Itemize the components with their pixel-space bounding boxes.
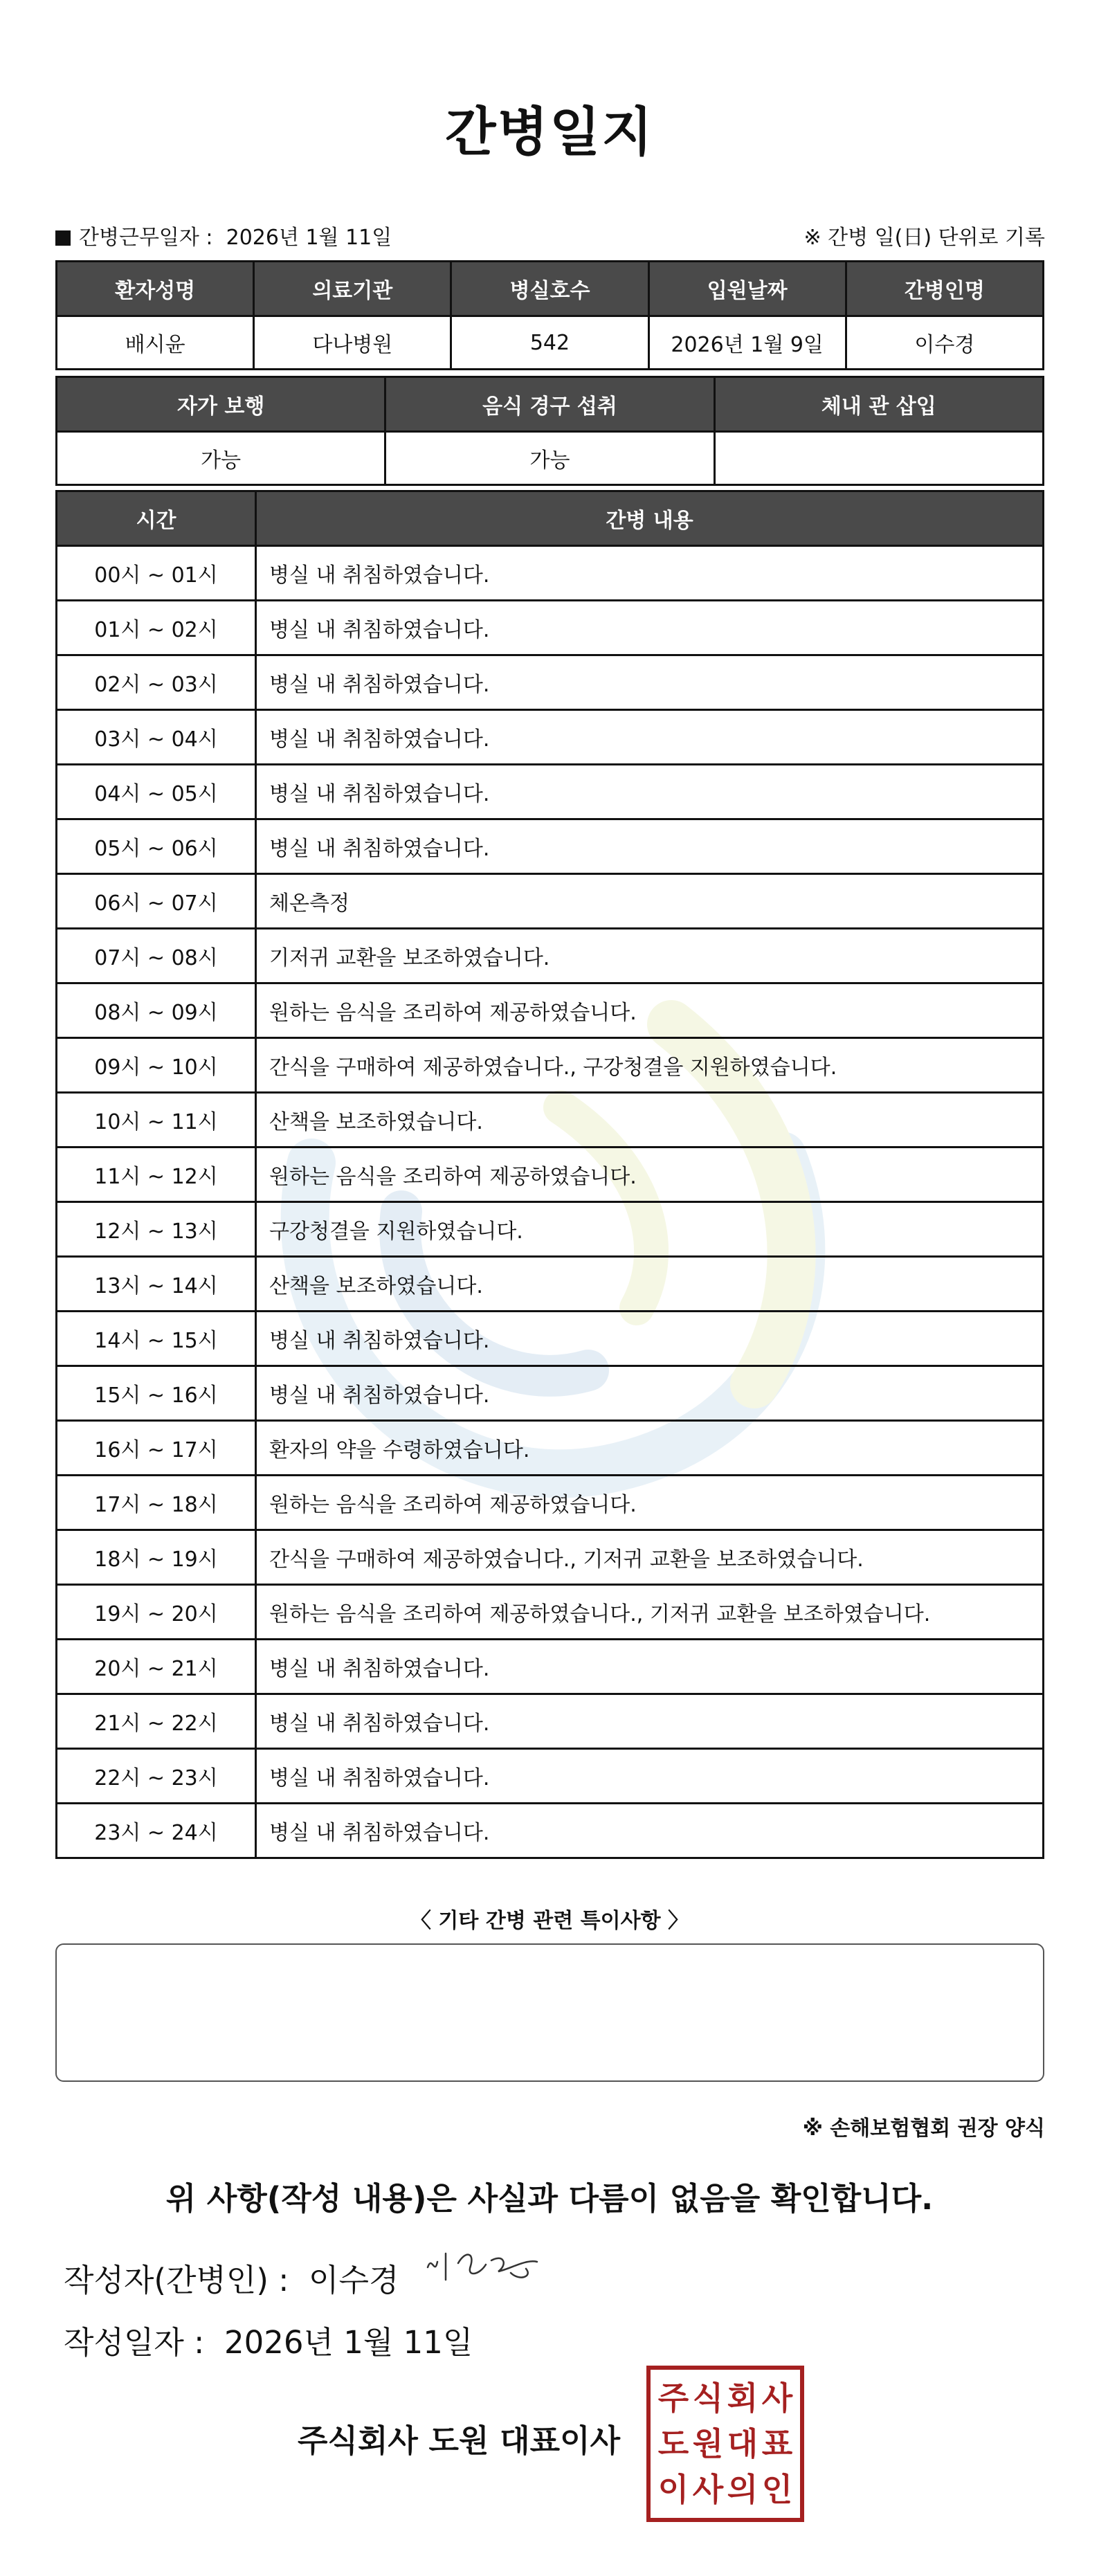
time-cell: 00시 ~ 01시	[57, 546, 256, 601]
extra-notes-box	[55, 1943, 1044, 2082]
seal-character: 인	[761, 2471, 793, 2508]
time-cell: 07시 ~ 08시	[57, 929, 256, 983]
care-log-table	[55, 490, 1044, 1859]
header-hospital: 의료기관	[254, 262, 451, 316]
table-row	[57, 1038, 1044, 1093]
table-row	[57, 655, 1044, 710]
table-row	[57, 983, 1044, 1038]
patient-info-table	[55, 260, 1044, 370]
written-date-line	[64, 2317, 473, 2362]
time-cell: 18시 ~ 19시	[57, 1530, 256, 1585]
time-cell: 22시 ~ 23시	[57, 1749, 256, 1804]
table-row	[57, 1312, 1044, 1366]
table-row	[57, 1421, 1044, 1476]
table-row	[57, 819, 1044, 874]
content-cell: 병실 내 취침하였습니다.	[256, 1366, 1044, 1421]
table-row	[57, 1585, 1044, 1640]
time-cell: 02시 ~ 03시	[57, 655, 256, 710]
admission-date: 2026년 1월 9일	[648, 316, 846, 370]
seal-character: 사	[692, 2471, 724, 2508]
content-cell: 병실 내 취침하였습니다.	[256, 765, 1044, 819]
time-cell: 15시 ~ 16시	[57, 1366, 256, 1421]
page-title: 간병일지	[445, 101, 654, 163]
table-row	[57, 1640, 1044, 1694]
table-row	[57, 1202, 1044, 1257]
time-cell: 11시 ~ 12시	[57, 1148, 256, 1202]
content-cell: 산책을 보조하였습니다.	[256, 1257, 1044, 1312]
content-cell: 체온측정	[256, 874, 1044, 929]
content-cell: 원하는 음식을 조리하여 제공하였습니다., 기저귀 교환을 보조하였습니다.	[256, 1585, 1044, 1640]
content-cell: 병실 내 취침하였습니다.	[256, 1312, 1044, 1366]
time-cell: 05시 ~ 06시	[57, 819, 256, 874]
header-oral-intake: 음식 경구 섭취	[385, 377, 714, 432]
table-row	[57, 1476, 1044, 1530]
content-cell: 병실 내 취침하였습니다.	[256, 1804, 1044, 1858]
tube-value	[714, 432, 1043, 485]
oral-intake-value: 가능	[385, 432, 714, 485]
time-cell: 17시 ~ 18시	[57, 1476, 256, 1530]
table-row	[57, 546, 1044, 601]
recommendation-note: ※ 손해보험협회 권장 양식	[802, 2116, 1045, 2141]
table-row	[57, 874, 1044, 929]
seal-character: 의	[727, 2471, 759, 2508]
writer-label: 작성자(간병인) :	[64, 2262, 289, 2298]
extra-notes-title: 〈 기타 간병 관련 특이사항 〉	[410, 1909, 689, 1933]
time-cell: 06시 ~ 07시	[57, 874, 256, 929]
work-date: 간병근무일자 : 2026년 1월 11일	[55, 220, 392, 251]
content-cell: 병실 내 취침하였습니다.	[256, 601, 1044, 655]
room-number: 542	[451, 316, 648, 370]
seal-character: 원	[692, 2425, 724, 2462]
company-name: 주식회사 도원 대표이사	[298, 2422, 621, 2459]
seal-character: 식	[692, 2379, 724, 2417]
seal-character: 사	[761, 2379, 793, 2417]
header-time: 시간	[57, 491, 256, 546]
time-cell: 23시 ~ 24시	[57, 1804, 256, 1858]
table-row	[57, 765, 1044, 819]
seal-character: 도	[657, 2425, 689, 2462]
table-row	[57, 601, 1044, 655]
ability-table	[55, 376, 1044, 486]
content-cell: 구강청결을 지원하였습니다.	[256, 1202, 1044, 1257]
content-cell: 원하는 음식을 조리하여 제공하였습니다.	[256, 1476, 1044, 1530]
content-cell: 병실 내 취침하였습니다.	[256, 710, 1044, 765]
time-cell: 20시 ~ 21시	[57, 1640, 256, 1694]
table-row	[57, 1530, 1044, 1585]
content-cell: 병실 내 취침하였습니다.	[256, 655, 1044, 710]
table-row	[57, 1366, 1044, 1421]
seal-character: 주	[657, 2379, 689, 2417]
time-cell: 03시 ~ 04시	[57, 710, 256, 765]
time-cell: 12시 ~ 13시	[57, 1202, 256, 1257]
writer-line	[64, 2255, 399, 2300]
content-cell: 병실 내 취침하였습니다.	[256, 1640, 1044, 1694]
patient-name: 배시윤	[57, 316, 254, 370]
time-cell: 01시 ~ 02시	[57, 601, 256, 655]
hospital: 다나병원	[254, 316, 451, 370]
header-admission-date: 입원날짜	[648, 262, 846, 316]
time-cell: 10시 ~ 11시	[57, 1093, 256, 1148]
content-cell: 간식을 구매하여 제공하였습니다., 기저귀 교환을 보조하였습니다.	[256, 1530, 1044, 1585]
table-row	[57, 710, 1044, 765]
date-value: 2026년 1월 11일	[224, 2324, 473, 2361]
table-row	[57, 1804, 1044, 1858]
content-cell: 원하는 음식을 조리하여 제공하였습니다.	[256, 1148, 1044, 1202]
content-cell: 병실 내 취침하였습니다.	[256, 1694, 1044, 1749]
table-row	[57, 1694, 1044, 1749]
content-cell: 기저귀 교환을 보조하였습니다.	[256, 929, 1044, 983]
content-cell: 간식을 구매하여 제공하였습니다., 구강청결을 지원하였습니다.	[256, 1038, 1044, 1093]
content-cell: 환자의 약을 수령하였습니다.	[256, 1421, 1044, 1476]
time-cell: 19시 ~ 20시	[57, 1585, 256, 1640]
record-note: ※ 간병 일(日) 단위로 기록	[803, 226, 1045, 250]
seal-character: 이	[657, 2471, 689, 2508]
company-seal	[646, 2366, 804, 2522]
handwritten-signature	[422, 2241, 547, 2289]
header-patient-name: 환자성명	[57, 262, 254, 316]
content-cell: 병실 내 취침하였습니다.	[256, 1749, 1044, 1804]
confirmation-statement: 위 사항(작성 내용)은 사실과 다름이 없음을 확인합니다.	[165, 2180, 934, 2217]
table-row	[57, 1093, 1044, 1148]
header-caregiver: 간병인명	[846, 262, 1043, 316]
table-row	[57, 1148, 1044, 1202]
content-cell: 병실 내 취침하였습니다.	[256, 546, 1044, 601]
header-room: 병실호수	[451, 262, 648, 316]
content-cell: 원하는 음식을 조리하여 제공하였습니다.	[256, 983, 1044, 1038]
caregiver-name: 이수경	[846, 316, 1043, 370]
time-cell: 21시 ~ 22시	[57, 1694, 256, 1749]
seal-character: 대	[727, 2425, 759, 2462]
content-cell: 병실 내 취침하였습니다.	[256, 819, 1044, 874]
content-cell: 산책을 보조하였습니다.	[256, 1093, 1044, 1148]
time-cell: 16시 ~ 17시	[57, 1421, 256, 1476]
writer-name: 이수경	[309, 2262, 399, 2298]
time-cell: 13시 ~ 14시	[57, 1257, 256, 1312]
time-cell: 14시 ~ 15시	[57, 1312, 256, 1366]
table-row	[57, 929, 1044, 983]
header-tube: 체내 관 삽입	[714, 377, 1043, 432]
table-row	[57, 1257, 1044, 1312]
time-cell: 09시 ~ 10시	[57, 1038, 256, 1093]
header-walking: 자가 보행	[57, 377, 385, 432]
table-row	[57, 1749, 1044, 1804]
seal-character: 회	[727, 2379, 759, 2417]
time-cell: 08시 ~ 09시	[57, 983, 256, 1038]
walking-value: 가능	[57, 432, 385, 485]
header-content: 간병 내용	[256, 491, 1044, 546]
square-bullet-icon	[55, 230, 71, 246]
time-cell: 04시 ~ 05시	[57, 765, 256, 819]
date-label: 작성일자 :	[64, 2324, 205, 2361]
seal-character: 표	[761, 2425, 793, 2462]
